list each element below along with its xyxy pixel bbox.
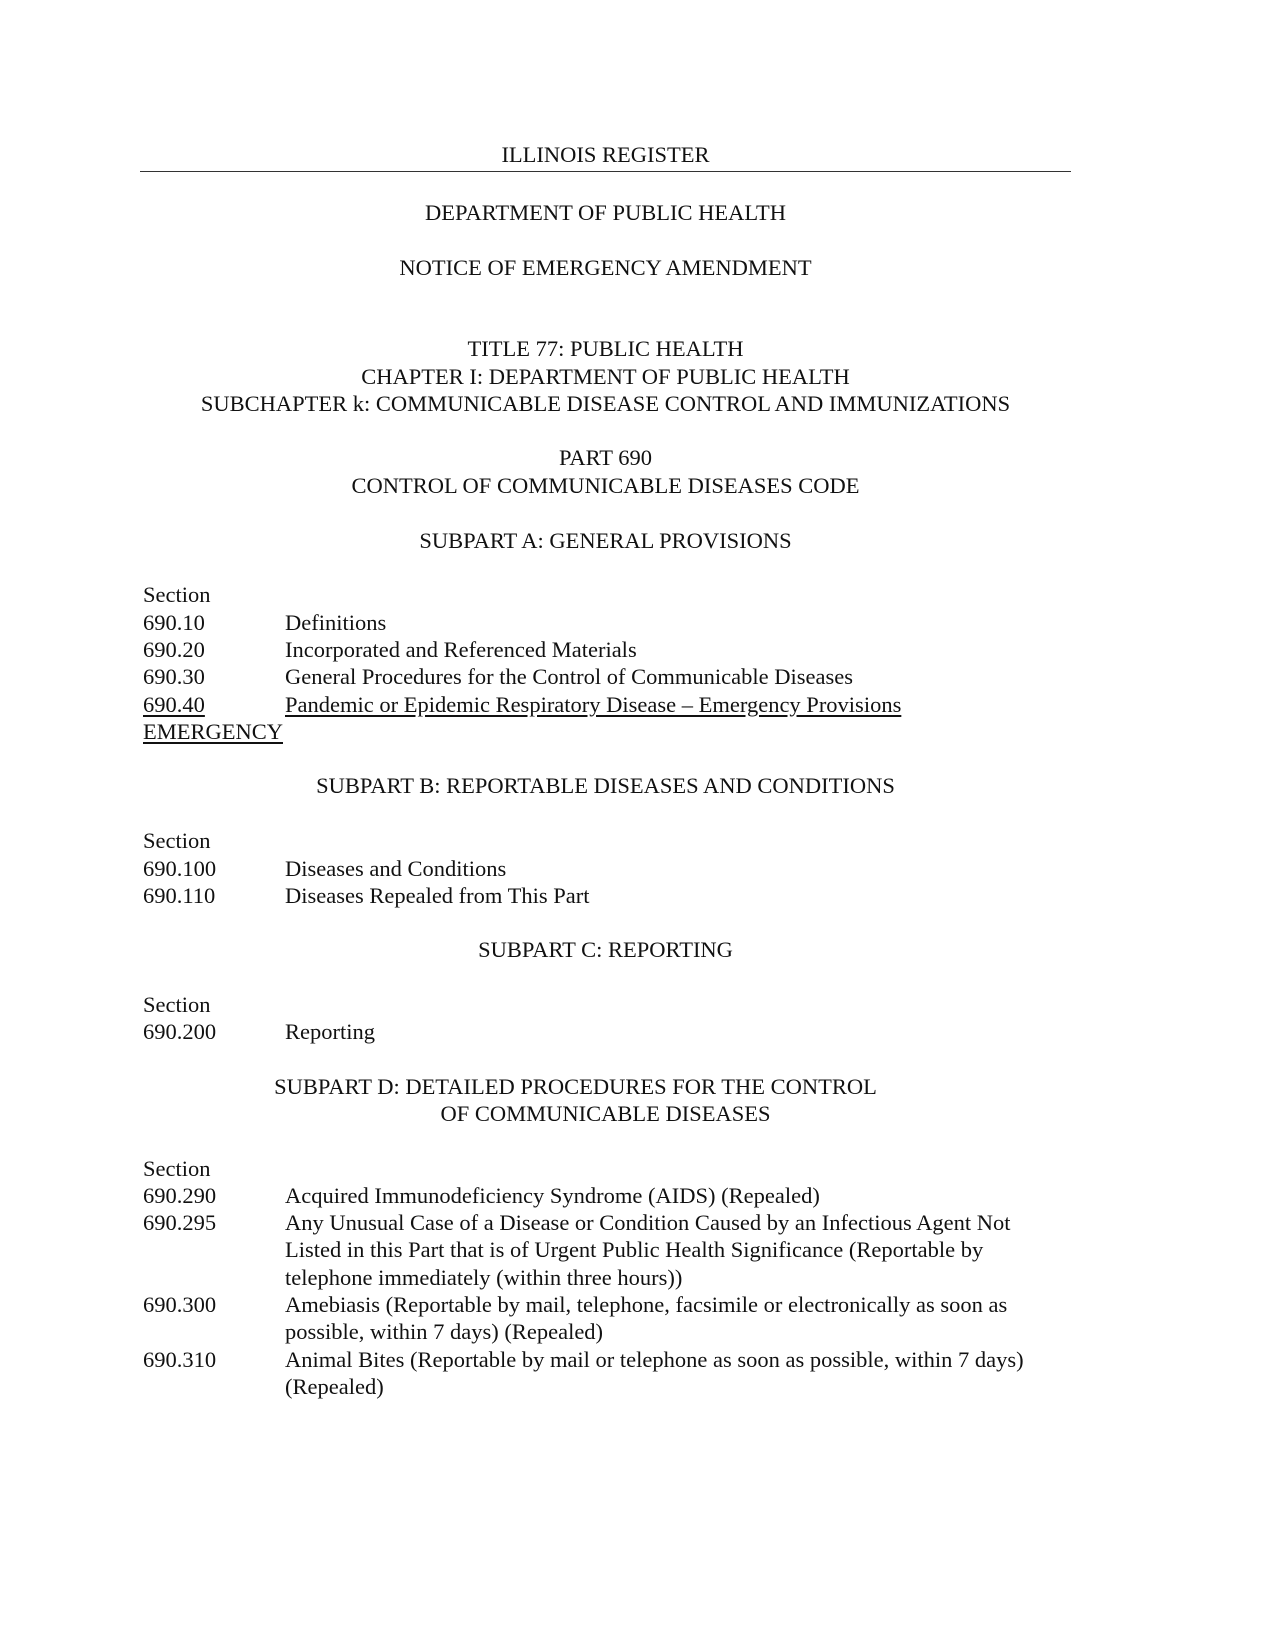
section-number: 690.200 (143, 1019, 217, 1044)
section-title: Pandemic or Epidemic Respiratory Disease – Emergency Provisions (285, 692, 902, 717)
section-label: Section (143, 828, 211, 853)
notice-heading: NOTICE OF EMERGENCY AMENDMENT (399, 255, 812, 280)
subpart-d-heading-line2: OF COMMUNICABLE DISEASES (440, 1101, 771, 1126)
section-label: Section (143, 582, 211, 607)
subpart-a-heading: SUBPART A: GENERAL PROVISIONS (419, 528, 792, 553)
toc-row-emergency (143, 691, 1073, 718)
section-title: Definitions (285, 610, 387, 635)
chapter-heading: CHAPTER I: DEPARTMENT OF PUBLIC HEALTH (361, 364, 850, 389)
toc-row (143, 636, 1073, 663)
section-number: 690.40 (143, 692, 205, 717)
emergency-label: EMERGENCY (143, 719, 283, 744)
section-number: 690.30 (143, 664, 205, 689)
toc-row (143, 1182, 1073, 1209)
toc-row (143, 855, 1073, 882)
section-title: General Procedures for the Control of Communicable Diseases (285, 664, 853, 689)
register-header: ILLINOIS REGISTER (501, 142, 710, 167)
section-number: 690.100 (143, 856, 217, 881)
section-number: 690.10 (143, 610, 205, 635)
section-number: 690.110 (143, 883, 216, 908)
subpart-c-heading: SUBPART C: REPORTING (478, 937, 733, 962)
toc-row (143, 1209, 1073, 1291)
section-label: Section (143, 992, 211, 1017)
section-label: Section (143, 1156, 211, 1181)
section-title: Any Unusual Case of a Disease or Condition Caused by an Infectious Agent Not Listed in this Part that is of Urgent Public Health Significance (Reportable by telephone immediately (within three hours)) (285, 1210, 1011, 1290)
subpart-b-heading: SUBPART B: REPORTABLE DISEASES AND CONDITIONS (316, 773, 895, 798)
department-heading: DEPARTMENT OF PUBLIC HEALTH (425, 200, 786, 225)
section-number: 690.295 (143, 1210, 217, 1235)
section-title: Incorporated and Referenced Materials (285, 637, 637, 662)
section-title: Animal Bites (Reportable by mail or telephone as soon as possible, within 7 days) (Repealed) (285, 1347, 1024, 1400)
toc-row (143, 609, 1073, 636)
section-number: 690.290 (143, 1183, 217, 1208)
toc-row (143, 882, 1073, 909)
header-rule (140, 171, 1071, 172)
section-title: Diseases Repealed from This Part (285, 883, 590, 908)
section-title: Acquired Immunodeficiency Syndrome (AIDS) (Repealed) (285, 1183, 820, 1208)
toc-row (143, 1018, 1073, 1045)
subpart-d-title-line1: SUBPART D: DETAILED PROCEDURES FOR THE CONTROL (274, 1074, 877, 1099)
section-title: Diseases and Conditions (285, 856, 507, 881)
section-title: Reporting (285, 1019, 375, 1044)
section-number: 690.300 (143, 1292, 217, 1317)
subpart-d-heading (140, 1073, 1071, 1100)
section-number: 690.310 (143, 1347, 217, 1372)
section-number: 690.20 (143, 637, 205, 662)
part-heading: PART 690 (558, 445, 653, 470)
part-name-heading: CONTROL OF COMMUNICABLE DISEASES CODE (351, 473, 860, 498)
toc-row (143, 1346, 1073, 1401)
toc-row (143, 663, 1073, 690)
subchapter-heading: SUBCHAPTER k: COMMUNICABLE DISEASE CONTROL AND IMMUNIZATIONS (200, 391, 1011, 416)
toc-row (143, 1291, 1073, 1346)
title-heading: TITLE 77: PUBLIC HEALTH (467, 336, 744, 361)
section-title: Amebiasis (Reportable by mail, telephone, facsimile or electronically as soon as possible, within 7 days) (Repealed) (285, 1292, 1008, 1345)
